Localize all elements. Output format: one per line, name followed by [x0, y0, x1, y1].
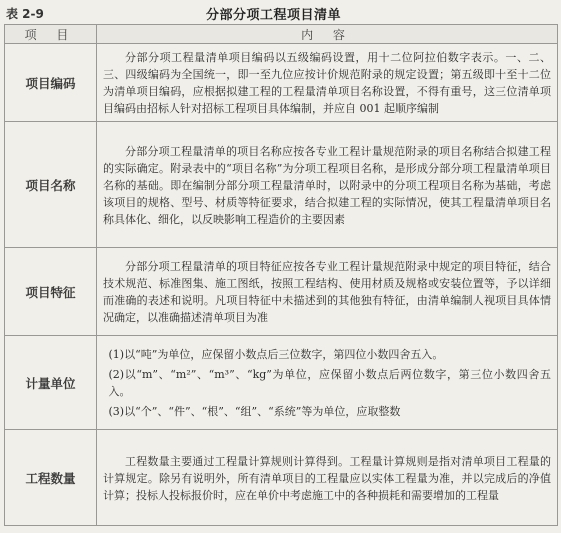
- table-row: [5, 248, 558, 336]
- row-content: [97, 44, 558, 122]
- table-title: 分部分项工程项目清单: [206, 8, 342, 23]
- table-row: [5, 336, 558, 430]
- content-paragraph: 分部分项工程量清单的项目名称应按各专业工程计量规范附录的项目名称结合拟建工程的实际确定。附录表中的“项目名称”为分项工程项目名称，是形成分部分项工程量清单项目名称的基础。即在编制分部分项工程量清单时，以附录中的分项工程项目名称为基础，考虑该项目的规格、型号、材质等特征要求，结合拟建工程的实际情况，使其工程量清单项目名称具体化、细化，以反映影响工程造价的主要因素: [103, 144, 551, 226]
- table-row: [5, 44, 558, 122]
- row-content: [97, 336, 558, 430]
- content-paragraph: 分部分项工程量清单的项目特征应按各专业工程计量规范附录中规定的项目特征，结合技术规范、标准图集、施工图纸，按照工程结构、使用材质及规格或安装位置等，予以详细而准确的表述和说明。凡项目特征中未描述到的其他独有特征，由清单编制人视项目具体情况确定，以准确描述清单项目为准: [103, 260, 551, 324]
- row-content: [97, 248, 558, 336]
- row-label: 项目编码: [5, 44, 97, 122]
- unit-rule-item: (3)以“个”、“件”、“根”、“组”、“系统”等为单位，应取整数: [108, 405, 401, 418]
- content-paragraph: 工程数量主要通过工程量计算规则计算得到。工程量计算规则是指对清单项目工程量的计算规定。除另有说明外，所有清单项目的工程量应以实体工程量为准，并以完成后的净值计算；投标人投标报价时，应在单价中考虑施工中的各种损耗和需要增加的工程量: [103, 454, 551, 502]
- unit-rule-item: (1)以“吨”为单位，应保留小数点后三位数字，第四位小数四舍五入。: [108, 348, 444, 361]
- table-row: [5, 122, 558, 248]
- table-header: [6, 2, 555, 24]
- row-label: 项目特征: [5, 248, 97, 336]
- table-header-row: [5, 25, 558, 44]
- specification-table: [4, 24, 558, 526]
- row-content: [97, 122, 558, 248]
- row-label: 项目名称: [5, 122, 97, 248]
- unit-rule-item: (2)以“m”、“m²”、“m³”、“kg”为单位，应保留小数点后两位数字，第三位小数四舍五入。: [108, 368, 551, 398]
- table-row: [5, 430, 558, 526]
- row-content: [97, 430, 558, 526]
- column-header-item: 项 目: [5, 25, 97, 44]
- row-label: 工程数量: [5, 430, 97, 526]
- column-header-content: 内 容: [97, 25, 558, 44]
- content-paragraph: 分部分项工程量清单项目编码以五级编码设置，用十二位阿拉伯数字表示。一、二、三、四级编码为全国统一，即一至九位应按计价规范附录的规定设置；第五级即十至十二位为清单项目编码，应根据拟建工程的工程量清单项目名称设置，不得有重号，这三位清单项目编码由招标人针对招标工程项目具体编制，并应自 001 起顺序编制: [103, 51, 551, 115]
- table-number: 表 2-9: [6, 7, 44, 21]
- row-label: 计量单位: [5, 336, 97, 430]
